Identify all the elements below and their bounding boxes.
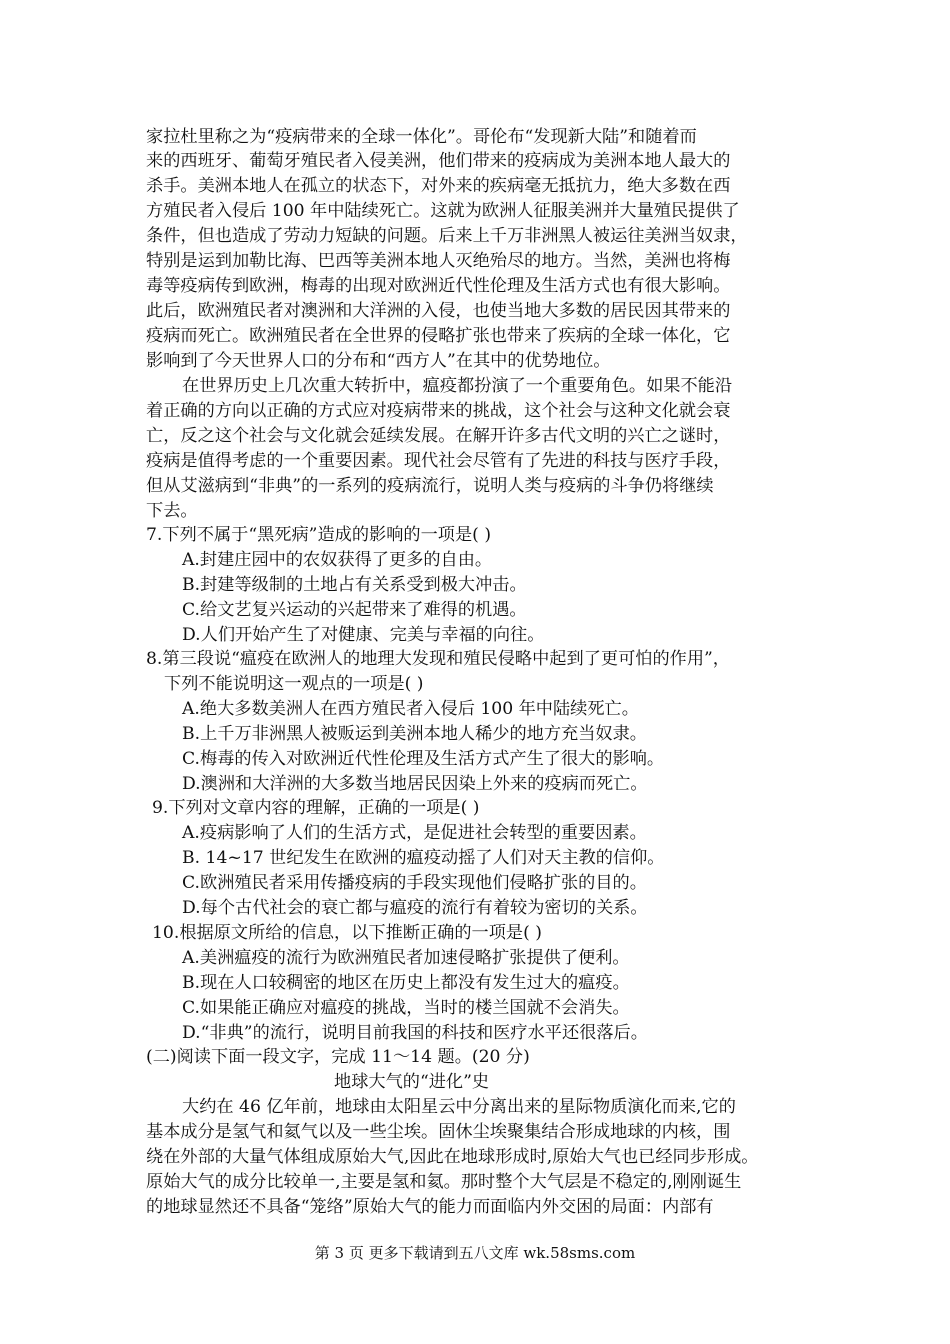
passage1-line-11: 在世界历史上几次重大转折中，瘟疫都扮演了一个重要角色。如果不能沿 bbox=[182, 376, 733, 396]
passage1-line-5: 条件，但也造成了劳动力短缺的问题。后来上千万非洲黑人被运往美洲当奴隶， bbox=[146, 226, 748, 246]
passage1-line-16: 下去。 bbox=[146, 501, 198, 521]
q10-option-b: B.现在人口较稠密的地区在历史上都没有发生过大的瘟疫。 bbox=[182, 973, 630, 993]
q9-option-d: D.每个古代社会的衰亡都与瘟疫的流行有着较为密切的关系。 bbox=[182, 898, 648, 918]
passage1-line-2: 来的西班牙、葡萄牙殖民者入侵美洲，他们带来的疫病成为美洲本地人最大的 bbox=[146, 151, 731, 171]
q10-option-d: D.“非典”的流行，说明目前我国的科技和医疗水平还很落后。 bbox=[182, 1023, 648, 1043]
q7-stem: 7.下列不属于“黑死病”造成的影响的一项是( ) bbox=[146, 525, 492, 545]
section2-line-4: 原始大气的成分比较单一,主要是氢和氦。那时整个大气层是不稳定的,刚刚诞生 bbox=[146, 1172, 742, 1192]
q9-stem: 9.下列对文章内容的理解，正确的一项是( ) bbox=[152, 798, 480, 818]
q8-option-c: C.梅毒的传入对欧洲近代性伦理及生活方式产生了很大的影响。 bbox=[182, 749, 665, 769]
passage1-line-15: 但从艾滋病到“非典”的一系列的疫病流行，说明人类与疫病的斗争仍将继续 bbox=[146, 476, 714, 496]
passage1-line-12: 着正确的方向以正确的方式应对疫病带来的挑战，这个社会与这种文化就会衰 bbox=[146, 401, 731, 421]
section2-line-5: 的地球显然还不具备“笼络”原始大气的能力而面临内外交困的局面：内部有 bbox=[146, 1197, 714, 1217]
section2-heading: (二)阅读下面一段文字，完成 11～14 题。(20 分) bbox=[146, 1047, 530, 1067]
passage1-line-1: 家拉杜里称之为“疫病带来的全球一体化”。哥伦布“发现新大陆”和随着而 bbox=[146, 127, 697, 147]
passage1-line-14: 疫病是值得考虑的一个重要因素。现代社会尽管有了先进的科技与医疗手段， bbox=[146, 451, 731, 471]
q9-option-b: B. 14~17 世纪发生在欧洲的瘟疫动摇了人们对天主教的信仰。 bbox=[182, 848, 665, 868]
q8-option-d: D.澳洲和大洋洲的大多数当地居民因染上外来的疫病而死亡。 bbox=[182, 774, 648, 794]
q9-option-c: C.欧洲殖民者采用传播疫病的手段实现他们侵略扩张的目的。 bbox=[182, 873, 647, 893]
q8-stem-line1: 8.第三段说“瘟疫在欧洲人的地理大发现和殖民侵略中起到了更可怕的作用”， bbox=[146, 649, 730, 669]
section2-line-1: 大约在 46 亿年前，地球由太阳星云中分离出来的星际物质演化而来,它的 bbox=[182, 1097, 736, 1117]
q7-option-c: C.给文艺复兴运动的兴起带来了难得的机遇。 bbox=[182, 600, 527, 620]
q8-option-b: B.上千万非洲黑人被贩运到美洲本地人稀少的地方充当奴隶。 bbox=[182, 724, 647, 744]
q10-option-c: C.如果能正确应对瘟疫的挑战，当时的楼兰国就不会消失。 bbox=[182, 998, 630, 1018]
section2-line-3: 绕在外部的大量气体组成原始大气,因此在地球形成时,原始大气也已经同步形成。 bbox=[146, 1147, 759, 1167]
q10-stem: 10.根据原文所给的信息，以下推断正确的一项是( ) bbox=[152, 923, 542, 943]
q8-option-a: A.绝大多数美洲人在西方殖民者入侵后 100 年中陆续死亡。 bbox=[182, 699, 639, 719]
passage1-line-13: 亡，反之这个社会与文化就会延续发展。在解开许多古代文明的兴亡之谜时， bbox=[146, 426, 731, 446]
q7-option-a: A.封建庄园中的农奴获得了更多的自由。 bbox=[182, 550, 493, 570]
q10-option-a: A.美洲瘟疫的流行为欧洲殖民者加速侵略扩张提供了便利。 bbox=[182, 948, 630, 968]
passage1-line-7: 毒等疫病传到欧洲，梅毒的出现对欧洲近代性伦理及生活方式也有很大影响。 bbox=[146, 276, 731, 296]
q7-option-d: D.人们开始产生了对健康、完美与幸福的向往。 bbox=[182, 625, 545, 645]
passage1-line-4: 方殖民者入侵后 100 年中陆续死亡。这就为欧洲人征服美洲并大量殖民提供了 bbox=[146, 201, 740, 221]
section2-title: 地球大气的“进化”史 bbox=[334, 1072, 490, 1092]
passage1-line-8: 此后，欧洲殖民者对澳洲和大洋洲的入侵，也使当地大多数的居民因其带来的 bbox=[146, 301, 731, 321]
passage1-line-6: 特别是运到加勒比海、巴西等美洲本地人灭绝殆尽的地方。当然，美洲也将梅 bbox=[146, 251, 731, 271]
page-footer: 第 3 页 更多下载请到五八文库 wk.58sms.com bbox=[314, 1244, 636, 1262]
q9-option-a: A.疫病影响了人们的生活方式，是促进社会转型的重要因素。 bbox=[182, 823, 647, 843]
q8-stem-line2: 下列不能说明这一观点的一项是( ) bbox=[164, 674, 424, 694]
passage1-line-3: 杀手。美洲本地人在孤立的状态下，对外来的疾病毫无抵抗力，绝大多数在西 bbox=[146, 176, 731, 196]
q7-option-b: B.封建等级制的土地占有关系受到极大冲击。 bbox=[182, 575, 527, 595]
passage1-line-9: 疫病而死亡。欧洲殖民者在全世界的侵略扩张也带来了疾病的全球一体化，它 bbox=[146, 326, 731, 346]
passage1-line-10: 影响到了今天世界人口的分布和“西方人”在其中的优势地位。 bbox=[146, 351, 611, 371]
section2-line-2: 基本成分是氢气和氦气以及一些尘埃。固休尘埃聚集结合形成地球的内核，围 bbox=[146, 1122, 731, 1142]
